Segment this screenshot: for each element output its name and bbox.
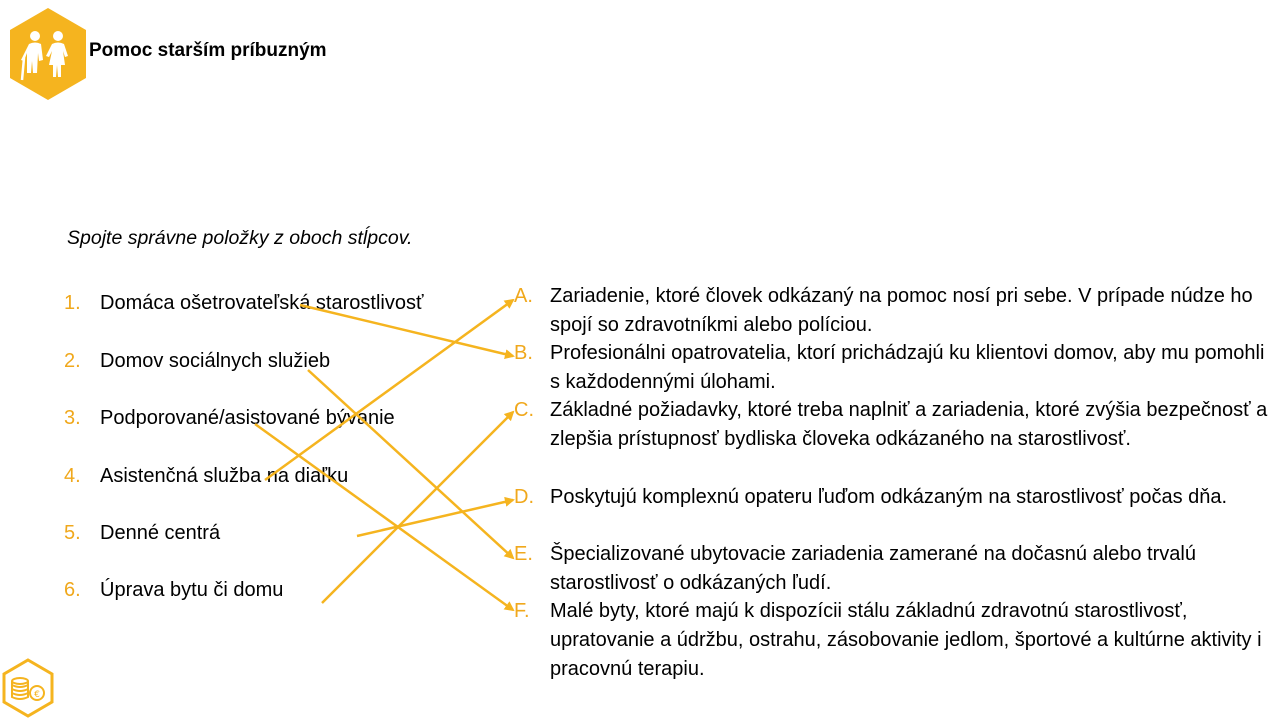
- right-item-letter: F.: [514, 600, 530, 622]
- match-arrow-5-D: [357, 500, 513, 536]
- right-item-letter: B.: [514, 342, 533, 364]
- left-item-label: Asistenčná služba na diaľku: [100, 465, 349, 487]
- left-item-label: Podporované/asistované bývanie: [100, 407, 395, 429]
- right-item-text: Malé byty, ktoré majú k dispozícii stálu základnú zdravotnú starostlivosť, upratovanie a údržbu, ostrahu, zásobovanie jedlom, športové a kultúrne aktivity i pracovnú terapiu.: [550, 600, 1262, 680]
- left-item-label: Domov sociálnych služieb: [100, 350, 331, 372]
- match-arrow-4-A: [265, 300, 513, 480]
- right-item-letter: D.: [514, 486, 534, 508]
- instruction-text: Spojte správne položky z oboch stĺpcov.: [67, 227, 413, 249]
- right-item-text: Základné požiadavky, ktoré treba naplniť a zariadenia, ktoré zvýšia bezpečnosť a zlepšia prístupnosť bydliska človeka odkázaného na starostlivosť.: [550, 399, 1268, 450]
- left-item-label: Úprava bytu či domu: [100, 579, 284, 601]
- match-arrow-3-F: [255, 424, 513, 610]
- left-item-number: 1.: [64, 292, 81, 314]
- match-arrow-6-C: [322, 412, 513, 603]
- svg-text:€: €: [34, 690, 40, 700]
- match-arrow-2-E: [308, 370, 513, 558]
- right-item-text: Špecializované ubytovacie zariadenia zamerané na dočasnú alebo trvalú starostlivosť o odkázaných ľudí.: [550, 543, 1196, 594]
- right-item-text: Profesionálni opatrovatelia, ktorí prichádzajú ku klientovi domov, aby mu pomohli s každodennými úlohami.: [550, 342, 1265, 393]
- left-item-number: 2.: [64, 350, 81, 372]
- right-item-text: Poskytujú komplexnú opateru ľuďom odkázaným na starostlivosť počas dňa.: [550, 486, 1228, 508]
- right-item-text: Zariadenie, ktoré človek odkázaný na pomoc nosí pri sebe. V prípade núdze ho spojí so zdravotníkmi alebo políciou.: [550, 285, 1253, 336]
- coins-icon: [2, 658, 54, 718]
- left-item-number: 3.: [64, 407, 81, 429]
- right-item-letter: A.: [514, 285, 533, 307]
- right-item-letter: C.: [514, 399, 534, 421]
- right-item-letter: E.: [514, 543, 533, 565]
- left-item-number: 5.: [64, 522, 81, 544]
- left-item-number: 4.: [64, 465, 81, 487]
- left-item-label: Denné centrá: [100, 522, 221, 544]
- left-item-number: 6.: [64, 579, 81, 601]
- elderly-couple-icon: [8, 6, 88, 102]
- left-item-label: Domáca ošetrovateľská starostlivosť: [100, 292, 424, 314]
- page-title: Pomoc starším príbuzným: [89, 40, 327, 61]
